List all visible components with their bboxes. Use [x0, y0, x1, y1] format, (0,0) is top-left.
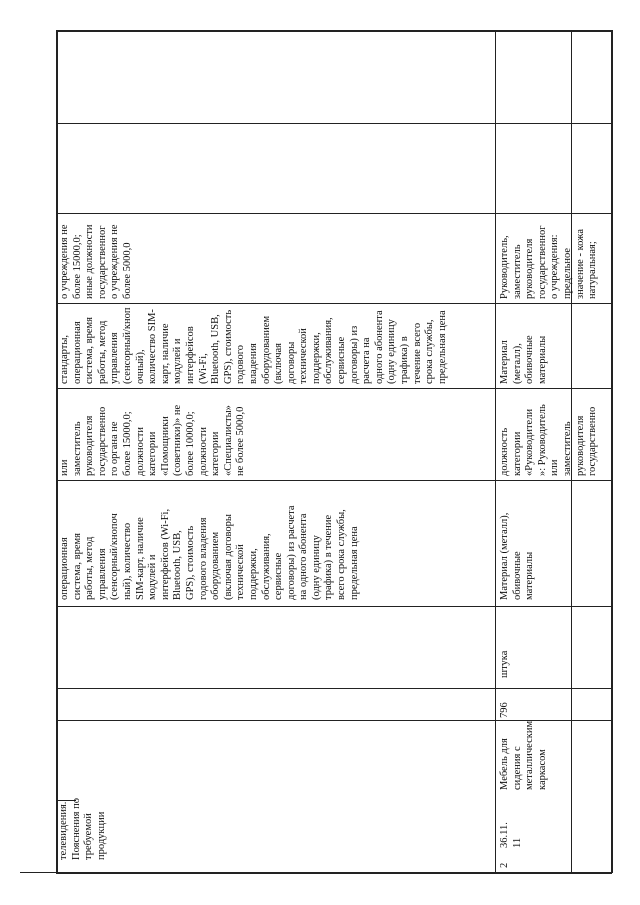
cell-text-line: обслуживания, — [260, 533, 272, 600]
cell-text-line: технической — [298, 328, 310, 384]
cell-text-line: государственно — [587, 406, 599, 476]
cell-text-line: (Wi-Fi, — [197, 353, 209, 384]
cell-text-line: Bluetooth, USB, — [172, 530, 184, 600]
cell-text-line: GPS), стоимость — [184, 525, 196, 600]
cell-text-line: государственног — [536, 225, 548, 299]
cell-characteristic2 — [499, 302, 549, 384]
cell-text-line: (металл), — [511, 343, 523, 384]
cell-text-line: срока службы, — [424, 319, 436, 384]
cell-text-line: (сенсорный/кноп — [121, 307, 133, 384]
cell-text-line: договоры) из — [348, 325, 360, 384]
cell-text-line: не более 5000,0 — [235, 406, 247, 476]
cell-text-line: предельная цена — [348, 526, 360, 600]
cell-text-line: обивочные — [524, 335, 536, 384]
cell-text-line: Материал — [499, 340, 510, 384]
cell-text-line: «Специалисты» — [222, 405, 234, 476]
cell-text-line: заместитель — [71, 421, 83, 476]
cell-row-number: 2 — [499, 862, 510, 868]
cell-text-line: Мебель для — [499, 738, 510, 790]
cell-text-line: металлическим — [524, 720, 536, 790]
cell-text-line: «Руководители — [524, 408, 536, 476]
cell-text-line: система, время — [71, 532, 83, 600]
cell-text-line: оборудованием — [260, 315, 272, 384]
cell-text-line: сервисные — [273, 552, 285, 600]
cell-code — [499, 808, 524, 848]
cell-unit: штука — [499, 650, 510, 678]
cell-text-line: руководителя — [84, 415, 96, 476]
cell-text-line: обслуживания, — [323, 317, 335, 384]
cell-text-line: «Помощники — [159, 416, 171, 476]
cell-text-line: операционная — [71, 321, 83, 384]
cell-text-line: о учреждения не — [59, 224, 70, 299]
cell-text-line: Bluetooth, USB, — [210, 314, 222, 384]
cell-text-line: (одну единицу — [386, 319, 398, 384]
table-left-stub — [20, 872, 57, 873]
table-border-top — [56, 30, 612, 32]
cell-text-line: о учреждения: — [549, 234, 561, 299]
cell-text-line: или — [549, 459, 561, 476]
cell-text-line: категории — [147, 431, 159, 476]
cell-characteristic-continued — [59, 480, 361, 600]
cell-text-line: (советники)» не — [172, 404, 184, 476]
cell-text-line: более 10000,0; — [184, 411, 196, 476]
cell-text-line: поддержки, — [247, 548, 259, 600]
cell-text-line: Пояснения по — [70, 798, 82, 860]
cell-text-line: требуемой — [83, 813, 95, 860]
cell-text-line: руководителя — [574, 415, 586, 476]
cell-text-line: модулей и — [172, 338, 184, 384]
cell-text-line: оборудованием — [210, 531, 222, 600]
cell-text-line: договоры) из расчета — [285, 505, 297, 600]
cell-text-line: поддержки, — [310, 332, 322, 384]
cell-text-line: (включая — [273, 342, 285, 384]
cell-text-line: модулей и — [147, 554, 159, 600]
cell-text-line: ный), количество — [121, 522, 133, 600]
cell-text-line: о учреждения не — [109, 224, 121, 299]
cell-text-line: обивочные — [511, 551, 523, 600]
cell-name-continued — [58, 725, 108, 860]
cell-text-line: интерфейсов (Wi-Fi, — [159, 508, 171, 600]
column-separator-unit — [56, 606, 612, 607]
cell-text-line: 11 — [511, 837, 523, 848]
cell-text-line: продукции — [95, 811, 107, 860]
cell-text-line: »: Руководитель — [536, 404, 548, 476]
cell-characteristic2-continued — [59, 302, 449, 384]
cell-text-line: должности — [197, 427, 209, 476]
cell-text-line: (одну единицу — [310, 535, 322, 600]
cell-text-line: (сенсорный/кнопоч — [109, 513, 121, 600]
cell-text-line: предельное — [561, 247, 573, 299]
cell-text-line: Руководитель, — [499, 235, 510, 299]
cell-text-line: более 5000,0 — [121, 242, 133, 299]
cell-text-line: работы, метод — [96, 320, 108, 384]
cell-text-line: расчета на — [361, 337, 373, 384]
cell-text-line: управления — [96, 548, 108, 600]
cell-text-line: руководителя — [524, 238, 536, 299]
cell-text-line: предельная цена — [436, 310, 448, 384]
column-separator-extra — [56, 123, 612, 124]
cell-text-line: Материал (металл), — [499, 512, 510, 600]
cell-text-line: операционная — [59, 537, 70, 600]
cell-text-line: течение всего — [411, 322, 423, 384]
cell-text-line: должности — [134, 427, 146, 476]
cell-text-line: всего срока службы, — [336, 509, 348, 600]
cell-okei-code: 796 — [499, 702, 510, 718]
table-border-right — [611, 30, 613, 873]
cell-text-line: управления — [109, 332, 121, 384]
cell-text-line: GPS), стоимость — [222, 309, 234, 384]
cell-text-line: натуральная; — [587, 241, 599, 299]
cell-text-line: более 15000,0; — [121, 411, 133, 476]
cell-text-line: интерфейсов — [184, 326, 196, 384]
cell-text-line: система, время — [84, 316, 96, 384]
cell-text-line: на одного абонента — [298, 513, 310, 600]
cell-text-line: карт, наличие — [159, 323, 171, 384]
cell-text-line: годового владения — [197, 517, 209, 600]
cell-text-line: иные должности — [84, 224, 96, 299]
cell-text-line: (включая договоры — [222, 514, 234, 600]
cell-text-line: телевидения. — [58, 801, 69, 860]
cell-text-line: договоры — [285, 341, 297, 384]
row-separator — [495, 30, 496, 873]
cell-text-line: количество SIM- — [147, 309, 159, 384]
cell-text-line: работы, метод — [84, 536, 96, 600]
cell-text-line: очный), — [134, 349, 146, 384]
cell-position2 — [499, 214, 600, 299]
cell-text-line: заместитель — [511, 244, 523, 299]
cell-text-line: материалы — [524, 551, 536, 600]
cell-characteristic — [499, 480, 537, 600]
cell-position-continued — [59, 388, 248, 476]
cell-text-line: категории — [511, 431, 523, 476]
cell-text-line: государственног — [96, 225, 108, 299]
cell-name — [499, 722, 549, 790]
cell-text-line: трафика) в — [399, 336, 411, 384]
cell-text-line: одного абонента — [373, 310, 385, 384]
cell-text-line: SIM-карт, наличие — [134, 517, 146, 600]
column-separator-okei-code — [56, 688, 612, 689]
cell-text-line: сидения с — [511, 746, 523, 790]
cell-text-line: сервисные — [336, 336, 348, 384]
cell-text-line: категории — [210, 431, 222, 476]
cell-text-line: стандарты, — [59, 334, 70, 384]
cell-text-line: государственно — [96, 406, 108, 476]
cell-text-line: более 15000,0; — [71, 234, 83, 299]
cell-text-line: технической — [235, 544, 247, 600]
table-border-bottom — [56, 872, 612, 874]
cell-position — [499, 388, 600, 476]
cell-text-line: должность — [499, 427, 510, 476]
cell-text-line: каркасом — [536, 749, 548, 790]
cell-text-line: 36.11. — [499, 822, 510, 848]
cell-text-line: материалы — [536, 335, 548, 384]
cell-text-line: трафика) в течение — [323, 514, 335, 600]
cell-text-line: или — [59, 459, 70, 476]
cell-text-line: владения — [247, 343, 259, 384]
cell-text-line: значение - кожа — [574, 228, 586, 299]
cell-text-line: годового — [235, 344, 247, 384]
cell-position2-continued — [59, 214, 135, 299]
cell-text-line: заместитель — [561, 421, 573, 476]
cell-text-line: го органа не — [109, 421, 121, 476]
